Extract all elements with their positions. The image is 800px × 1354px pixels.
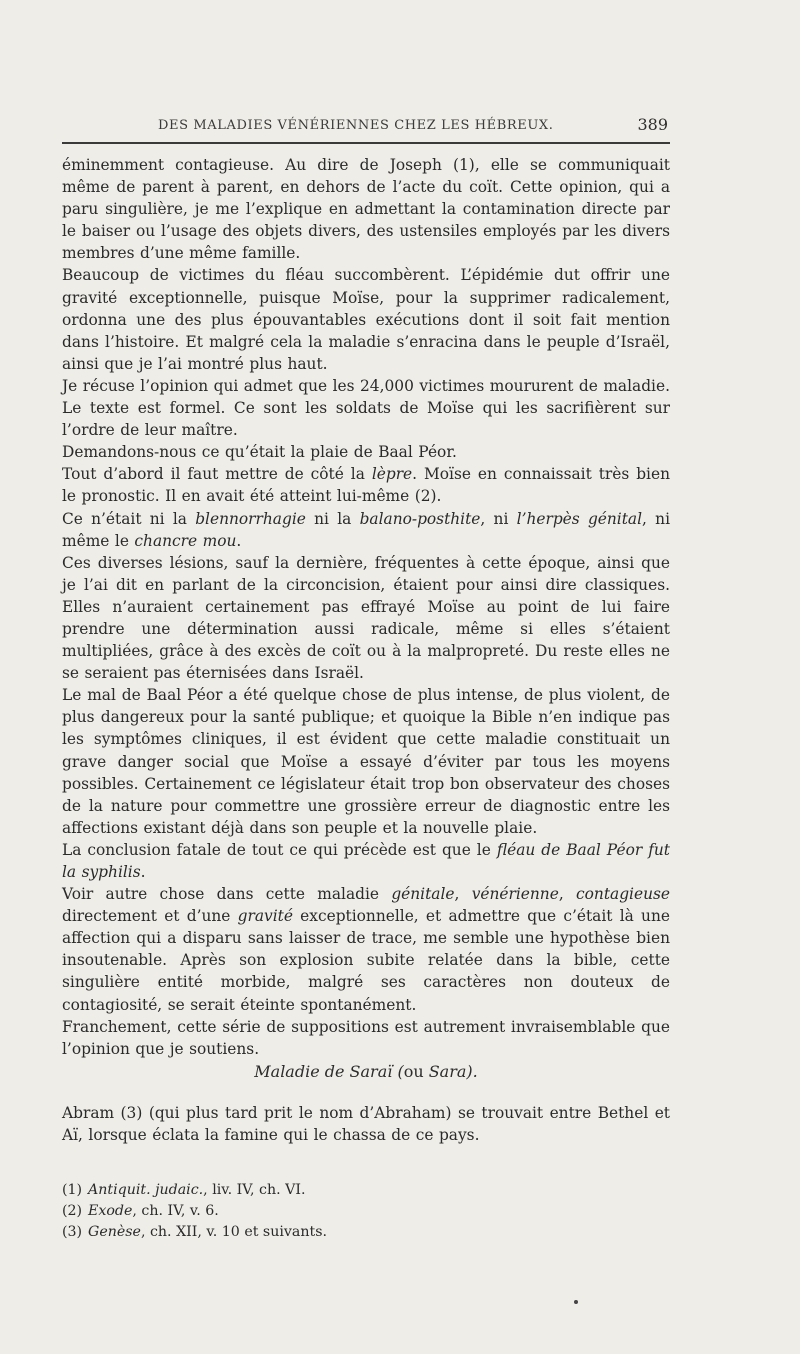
footnote-reference: Antiquit. judaic. — [88, 1182, 204, 1198]
footnote — [62, 1180, 670, 1201]
paragraph-text: La conclusion fatale de tout ce qui précède est que le — [62, 840, 497, 859]
italic-text: l’herpès génital — [516, 509, 643, 528]
italic-text: gravité — [237, 907, 293, 926]
section-heading — [62, 1062, 670, 1081]
paragraph-text: , ni — [480, 509, 517, 528]
paragraph — [62, 508, 670, 552]
paragraph-text: . Moïse en connaissait très bien le pronostic. Il en avait été atteint lui-même (2). — [62, 465, 670, 506]
footnote-reference: Exode — [88, 1203, 133, 1219]
paragraph-text: exceptionnelle, et admettre que c’était là une affection qui a disparu sans laisser de trace, me semble une hypothèse bien insoutenable. Après son explosion subite relatée dans la bible, cette singulière entité morbide, malgré ses caractères non douteux de contagiosité, se serait éteinte spontanément. — [62, 907, 670, 1014]
italic-text: vénérienne — [471, 885, 559, 904]
italic-text: blennorrhagie — [195, 509, 306, 528]
footnote-mark: (2) — [62, 1203, 83, 1219]
paragraph-text: . — [236, 531, 242, 550]
paragraph — [62, 441, 670, 463]
paragraph — [62, 684, 670, 839]
section-paragraph-text: Abram (3) (qui plus tard prit le nom d’Abraham) se trouvait entre Bethel et Aï, lorsque éclata la famine qui le chassa de ce pays. — [62, 1104, 670, 1145]
paragraph — [62, 839, 670, 883]
italic-text: génitale — [391, 885, 455, 904]
running-title: DES MALADIES VÉNÉRIENNES CHEZ LES HÉBREUX. — [158, 118, 554, 133]
paragraph-text: Je récuse l’opinion qui admet que les 24,000 victimes moururent de maladie. Le texte est formel. Ce sont les soldats de Moïse qui les sacrifièrent sur l’ordre de leur maître. — [62, 376, 670, 440]
paragraph-text: , ni même le — [62, 509, 671, 550]
paragraph-text: Ces diverses lésions, sauf la dernière, fréquentes à cette époque, ainsi que je l’ai dit en parlant de la circoncision, étaient pour ainsi dire classiques. Elles n’auraient certainement pas effrayé Moïse au point de lui faire prendre une détermination aussi radicale, même si elles s’étaient multipliées, grâce à des excès de coït ou à la malpropreté. Du reste elles ne se seraient pas éternisées dans Israël. — [62, 553, 670, 683]
footnote-detail: , liv. IV, ch. VI. — [203, 1182, 306, 1198]
paragraph — [62, 375, 670, 441]
paragraph-text: , — [558, 885, 577, 904]
paragraph — [62, 552, 670, 685]
footnote-reference: Genèse — [88, 1224, 141, 1240]
paragraph-text: ni la — [305, 509, 360, 528]
paragraph-text: directement et d’une — [62, 907, 238, 926]
paragraph — [62, 463, 670, 507]
paragraph-text: Demandons-nous ce qu’était la plaie de Baal Péor. — [62, 443, 457, 462]
footnote-detail: , ch. IV, v. 6. — [132, 1203, 219, 1219]
paragraph — [62, 1016, 670, 1060]
section-paragraph — [62, 1102, 670, 1146]
italic-text: lèpre — [371, 465, 413, 484]
paragraph-text: Voir autre chose dans cette maladie — [62, 885, 392, 904]
running-head — [62, 115, 670, 141]
paragraph — [62, 883, 670, 1016]
paragraph-text: Le mal de Baal Péor a été quelque chose de plus intense, de plus violent, de plus dangereux pour la santé publique; et quoique la Bible n’en indique pas les symptômes cliniques, il est évident que cette maladie constituait un grave danger social que Moïse a essayé d’éviter par tous les moyens possibles. Certainement ce législateur était trop bon observateur des choses de la nature pour commettre une grossière erreur de diagnostic entre les affections existant déjà dans son peuple et la nouvelle plaie. — [62, 686, 670, 837]
italic-text: balano-posthite — [359, 509, 481, 528]
footnote — [62, 1222, 670, 1243]
header-rule — [62, 142, 670, 144]
section-heading-roman: ou — [403, 1062, 424, 1081]
footnotes — [62, 1180, 670, 1243]
paragraph-text: éminemment contagieuse. Au dire de Joseph (1), elle se communiquait même de parent à parent, en dehors de l’acte du coït. Cette opinion, qui a paru singulière, je me l’explique en admettant la contamination directe par le baiser ou l’usage des objets divers, des ustensiles employés par les divers membres d’une même famille. — [62, 156, 670, 263]
footnote — [62, 1201, 670, 1222]
italic-text: chancre mou — [134, 531, 237, 550]
italic-text: fléau de Baal Péor fut la syphilis — [62, 840, 670, 881]
footnote-detail: , ch. XII, v. 10 et suivants. — [140, 1224, 327, 1240]
paragraph — [62, 154, 670, 264]
section-heading-suffix: Sara). — [423, 1062, 478, 1081]
paragraph-text: Ce n’était ni la — [62, 509, 196, 528]
paragraph-text: Tout d’abord il faut mettre de côté la — [62, 465, 372, 484]
paragraph-text: , — [454, 885, 472, 904]
italic-text: contagieuse — [576, 885, 670, 904]
paragraph — [62, 264, 670, 374]
paragraph-text: Beaucoup de victimes du fléau succombèrent. L’épidémie dut offrir une gravité exceptionnelle, puisque Moïse, pour la supprimer radicalement, ordonna une des plus épouvantables exécutions dont il soit fait mention dans l’histoire. Et malgré cela la maladie s’enracina dans le peuple d’Israël, ainsi que je l’ai montré plus haut. — [62, 266, 670, 373]
footnote-mark: (1) — [62, 1182, 83, 1198]
body-text — [62, 154, 670, 1060]
footnote-mark: (3) — [62, 1224, 83, 1240]
page-number: 389 — [637, 115, 668, 134]
paragraph-text: Franchement, cette série de suppositions est autrement invraisemblable que l’opinion que je soutiens. — [62, 1017, 670, 1058]
section-body — [62, 1102, 670, 1146]
ink-speck — [574, 1300, 578, 1304]
paragraph-text: . — [140, 863, 146, 881]
section-heading-prefix: Maladie de Saraï ( — [254, 1062, 404, 1081]
